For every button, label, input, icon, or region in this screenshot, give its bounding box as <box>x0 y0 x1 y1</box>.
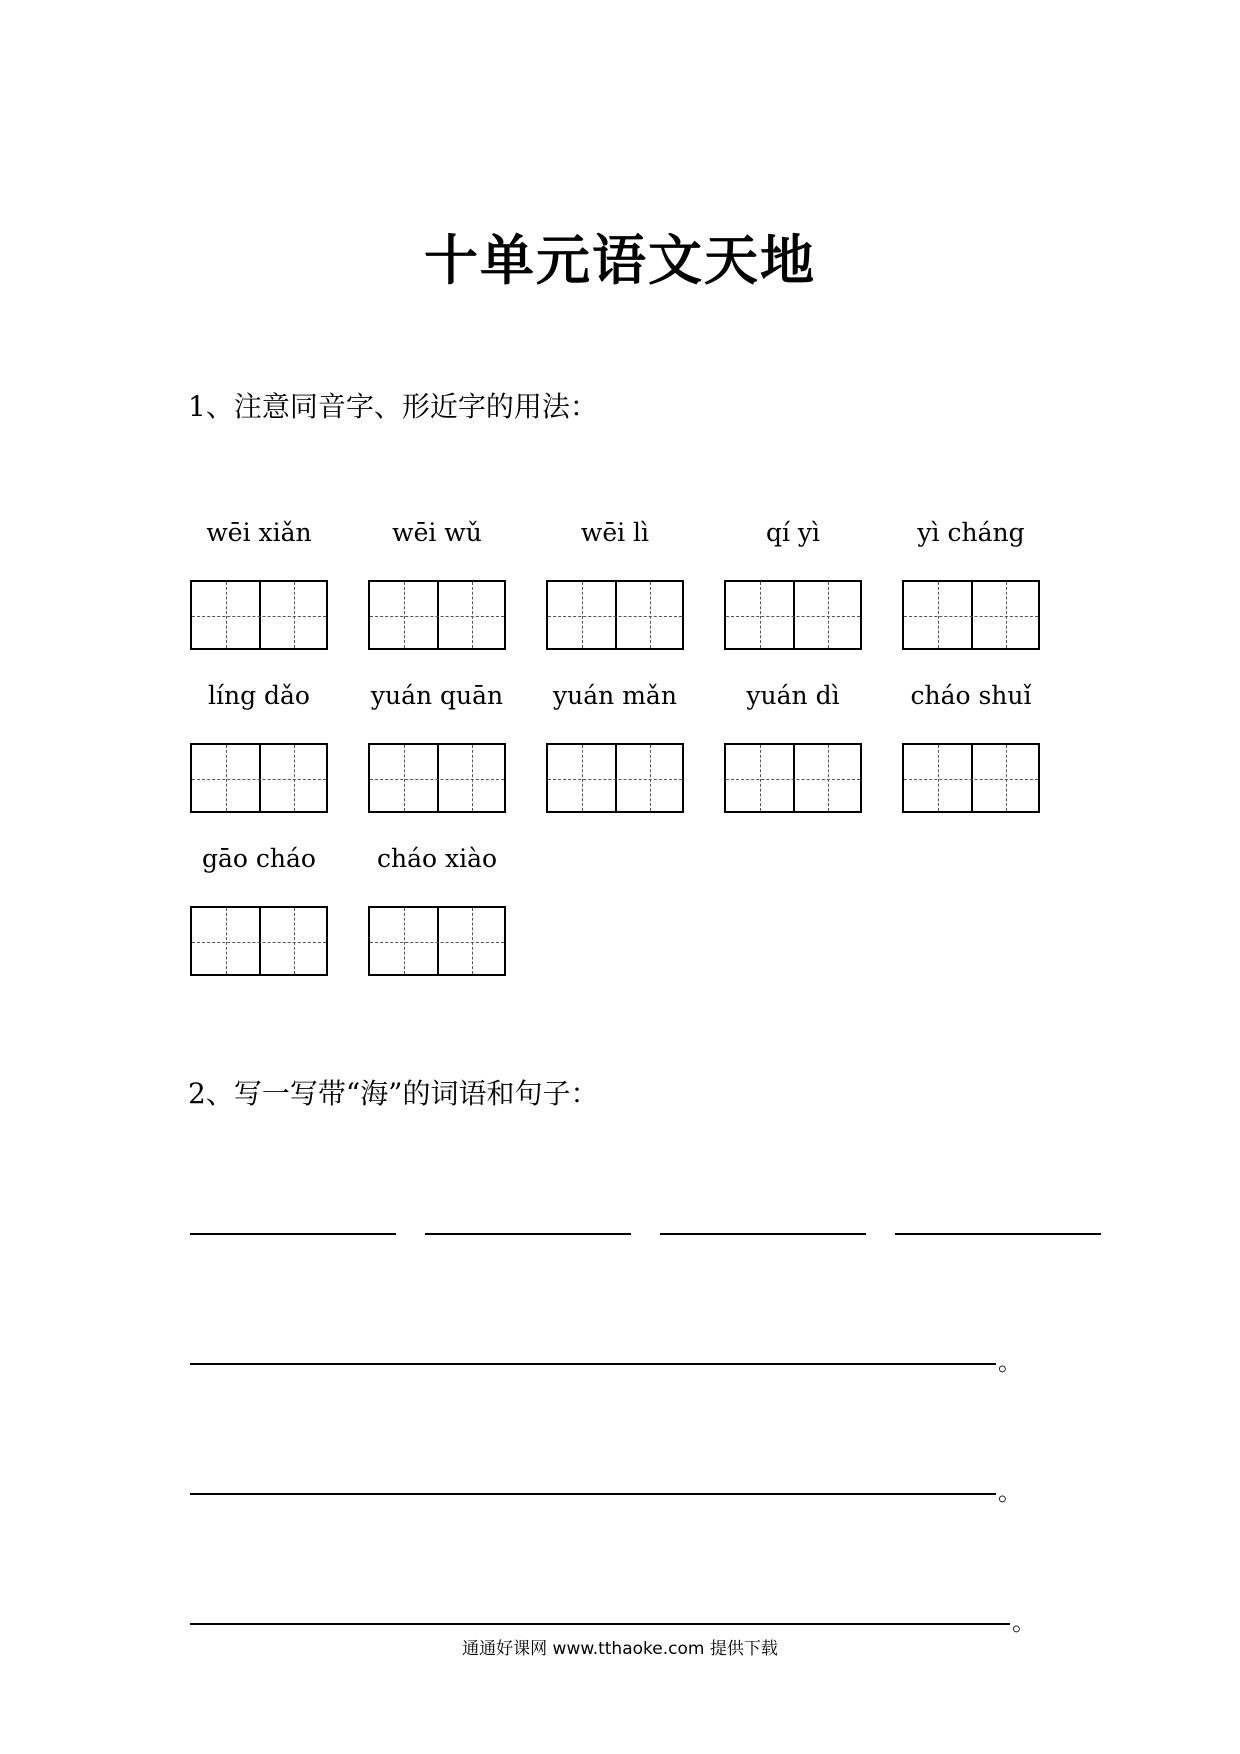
character-writing-grid[interactable] <box>190 580 328 650</box>
grid-guide-line <box>370 779 504 780</box>
pinyin-label: wēi xiǎn <box>206 518 312 547</box>
grid-guide-line <box>294 582 295 648</box>
word-answer-line[interactable] <box>660 1233 866 1235</box>
grid-guide-line <box>226 745 227 811</box>
sentence-answer-line[interactable] <box>190 1623 1010 1625</box>
grid-guide-line <box>548 779 682 780</box>
character-writing-grid[interactable] <box>368 580 506 650</box>
character-writing-grid[interactable] <box>368 743 506 813</box>
question-2-heading: 2、写一写带“海”的词语和句子： <box>188 1077 599 1110</box>
grid-guide-line <box>726 616 860 617</box>
word-answer-line[interactable] <box>190 1233 396 1235</box>
grid-guide-line <box>472 908 473 974</box>
grid-divider <box>259 582 261 648</box>
grid-divider <box>615 745 617 811</box>
grid-guide-line <box>294 908 295 974</box>
grid-guide-line <box>370 616 504 617</box>
grid-guide-line <box>828 582 829 648</box>
grid-guide-line <box>370 942 504 943</box>
grid-guide-line <box>828 745 829 811</box>
grid-divider <box>793 582 795 648</box>
grid-divider <box>793 745 795 811</box>
grid-divider <box>971 745 973 811</box>
grid-divider <box>437 745 439 811</box>
word-answer-line[interactable] <box>425 1233 631 1235</box>
grid-guide-line <box>650 745 651 811</box>
character-writing-grid[interactable] <box>546 580 684 650</box>
grid-divider <box>615 582 617 648</box>
grid-guide-line <box>548 616 682 617</box>
character-writing-grid[interactable] <box>546 743 684 813</box>
grid-guide-line <box>904 779 1038 780</box>
grid-guide-line <box>226 908 227 974</box>
grid-guide-line <box>938 745 939 811</box>
pinyin-label: yuán mǎn <box>553 681 677 710</box>
pinyin-label: yì cháng <box>917 518 1025 547</box>
grid-guide-line <box>1006 582 1007 648</box>
pinyin-label: cháo shuǐ <box>910 681 1032 710</box>
question-1-heading: 1、注意同音字、形近字的用法： <box>188 390 598 423</box>
grid-guide-line <box>192 779 326 780</box>
pinyin-label: yuán quān <box>370 681 504 710</box>
footer-credit: 通通好课网 www.tthaoke.com 提供下载 <box>462 1639 778 1659</box>
grid-guide-line <box>226 582 227 648</box>
grid-guide-line <box>404 745 405 811</box>
sentence-answer-line[interactable] <box>190 1363 996 1365</box>
character-writing-grid[interactable] <box>902 743 1040 813</box>
sentence-answer-line[interactable] <box>190 1493 996 1495</box>
grid-guide-line <box>404 582 405 648</box>
pinyin-label: gāo cháo <box>202 844 316 873</box>
grid-guide-line <box>650 582 651 648</box>
character-writing-grid[interactable] <box>190 906 328 976</box>
grid-guide-line <box>938 582 939 648</box>
grid-guide-line <box>726 779 860 780</box>
grid-guide-line <box>472 582 473 648</box>
character-writing-grid[interactable] <box>190 743 328 813</box>
grid-guide-line <box>760 582 761 648</box>
grid-divider <box>259 908 261 974</box>
sentence-period: 。 <box>1012 1608 1036 1636</box>
grid-guide-line <box>582 582 583 648</box>
grid-guide-line <box>1006 745 1007 811</box>
grid-divider <box>437 908 439 974</box>
grid-guide-line <box>904 616 1038 617</box>
grid-guide-line <box>294 745 295 811</box>
grid-divider <box>259 745 261 811</box>
grid-guide-line <box>192 616 326 617</box>
pinyin-label: cháo xiào <box>376 844 498 873</box>
pinyin-label: líng dǎo <box>207 681 310 710</box>
grid-guide-line <box>404 908 405 974</box>
pinyin-label: yuán dì <box>746 681 840 710</box>
sentence-period: 。 <box>998 1348 1022 1376</box>
pinyin-label: wēi lì <box>580 518 650 547</box>
page-title: 十单元语文天地 <box>424 229 816 292</box>
grid-guide-line <box>472 745 473 811</box>
grid-guide-line <box>760 745 761 811</box>
sentence-period: 。 <box>998 1478 1022 1506</box>
grid-divider <box>971 582 973 648</box>
grid-divider <box>437 582 439 648</box>
grid-guide-line <box>192 942 326 943</box>
grid-guide-line <box>582 745 583 811</box>
pinyin-label: wēi wǔ <box>392 518 482 547</box>
word-answer-line[interactable] <box>895 1233 1101 1235</box>
character-writing-grid[interactable] <box>902 580 1040 650</box>
character-writing-grid[interactable] <box>368 906 506 976</box>
character-writing-grid[interactable] <box>724 743 862 813</box>
character-writing-grid[interactable] <box>724 580 862 650</box>
pinyin-label: qí yì <box>765 518 821 547</box>
